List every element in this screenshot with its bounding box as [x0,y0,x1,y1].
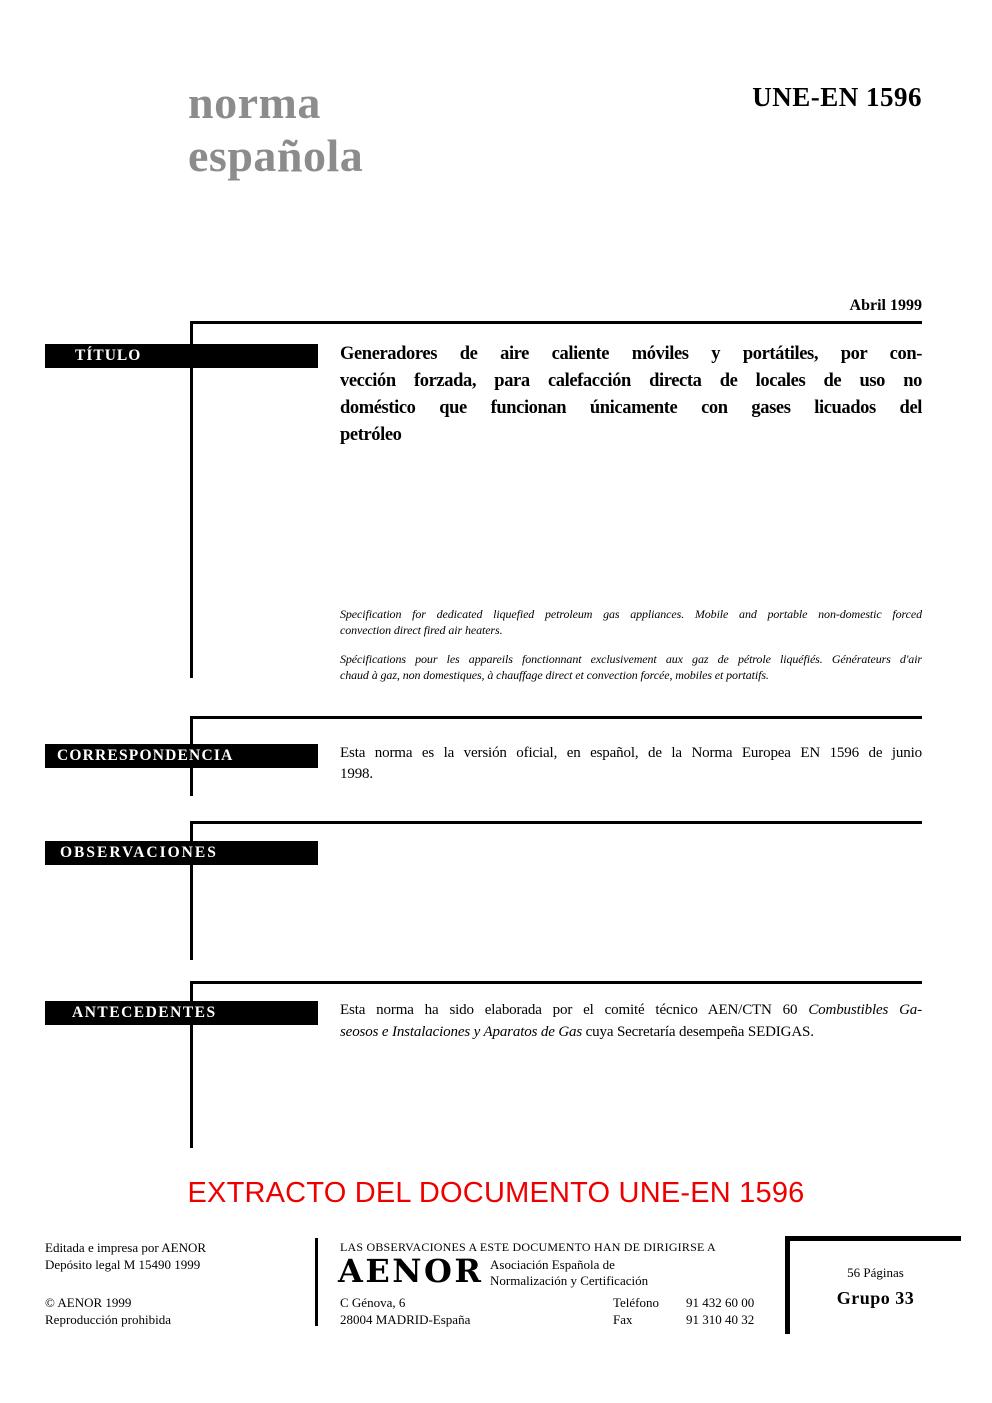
antecedentes-label: ANTECEDENTES [72,1004,217,1021]
title-line: Generadores de aire caliente móviles y portátiles, por con- [340,344,922,364]
antecedentes-text [340,1000,922,1043]
observaciones-label: OBSERVACIONES [60,844,218,861]
antecedentes-line: seosos e Instalaciones y Aparatos de Gas cuya Secretaría desempeña SEDIGAS. [340,1023,814,1040]
address [340,1295,470,1328]
spec-french [340,652,922,683]
spec-english-line: Specification for dedicated liquefied petroleum gas appliances. Mobile and portable non-domestic forced [340,607,922,621]
deposit-line: Depósito legal M 15490 1999 [45,1256,201,1272]
copyright-line: © AENOR 1999 [45,1295,132,1310]
titulo-top-rule [190,321,922,324]
title-line: doméstico que funcionan únicamente con gases licuados del [340,398,922,418]
observaciones-label-box [45,841,318,865]
publisher-line: Editada e impresa por AENOR [45,1240,207,1255]
doc-code: UNE-EN 1596 [752,82,922,112]
footer-left-copyright [45,1295,171,1328]
address-line: C Génova, 6 [340,1295,406,1310]
correspondencia-label: CORRESPONDENCIA [57,747,234,764]
antecedentes-line: Esta norma ha sido elaborada por el comité técnico AEN/CTN 60 Combustibles Ga- [340,1002,922,1018]
spec-english-line: convection direct fired air heaters. [340,622,503,637]
titulo-label-box [45,344,318,368]
title-text [340,341,922,449]
aenor-logo: AENOR [338,1252,484,1290]
footer-left-publisher [45,1240,206,1273]
org-name-line: Normalización y Certificación [490,1272,649,1288]
org-name-line: Asociación Española de [490,1257,615,1272]
titulo-label: TÍTULO [75,347,142,364]
antecedentes-label-box [45,1001,318,1025]
correspondencia-line: 1998. [340,766,374,782]
correspondencia-top-rule [190,716,922,719]
pages-count: 56 Páginas [847,1265,904,1280]
correspondencia-text [340,743,922,785]
correspondencia-label-box [45,744,318,768]
footer-divider [315,1238,318,1326]
reproduction-line: Reproducción prohibida [45,1311,171,1327]
correspondencia-line: Esta norma es la versión oficial, en español, de la Norma Europea EN 1596 de junio [340,745,922,761]
brand-logo [188,76,363,182]
fax-value: 91 310 40 32 [686,1312,755,1327]
observaciones-top-rule [190,821,922,824]
brand-line-2: española [188,130,364,181]
antecedentes-top-rule [190,981,922,984]
phone-label: Teléfono [613,1295,660,1310]
phone-value: 91 432 60 00 [686,1295,755,1310]
extract-banner: EXTRACTO DEL DOCUMENTO UNE-EN 1596 [187,1177,805,1209]
fax-label: Fax [613,1312,633,1327]
address-line: 28004 MADRID-España [340,1311,471,1327]
org-name [490,1257,648,1288]
brand-line-1: norma [188,77,321,128]
titulo-vertical-rule [190,321,193,678]
issue-date: Abril 1999 [849,297,922,314]
spec-french-line: chaud à gaz, non domestiques, à chauffage direct et convection forcée, mobiles et portatifs. [340,667,769,682]
spec-english [340,607,922,638]
pages-group-box [785,1236,961,1334]
footer-notice: LAS OBSERVACIONES A ESTE DOCUMENTO HAN DE DIRIGIRSE A [340,1240,716,1254]
group-label: Grupo 33 [836,1288,915,1308]
spec-french-line: Spécifications pour les appareils fonctionnant exclusivement aux gaz de pétrole liquéfiés. Générateurs d'air [340,652,922,666]
title-line: vección forzada, para calefacción directa de locales de uso no [340,371,922,391]
title-line: petróleo [340,425,402,445]
